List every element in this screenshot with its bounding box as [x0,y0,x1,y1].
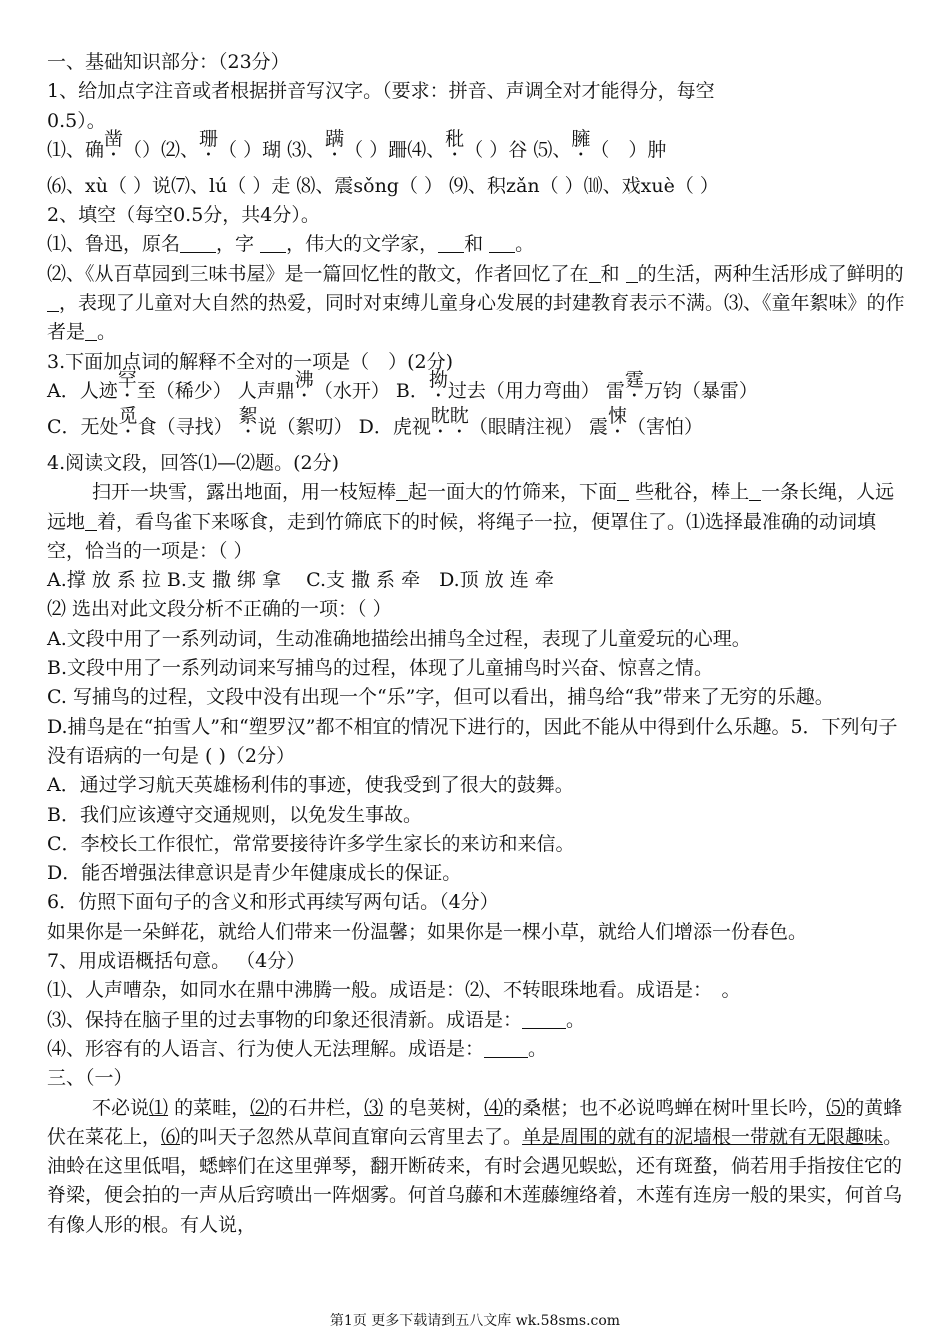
question-1-prompt: 1、给加点字注音或者根据拼音写汉字。（要求：拼音、声调全对才能得分，每空 [47,80,715,103]
question-4-2-option-b: B.文段中用了一系列动词来写捕鸟的过程，体现了儿童捕鸟时兴奋、惊喜之情。 [47,657,714,680]
question-5-option-c: C．李校长工作很忙，常常要接待许多学生家长的来访和来信。 [47,832,575,855]
question-3-prompt: 3.下面加点词的解释不全对的一项是（ ）(2分) [47,350,454,373]
section-heading: 一、基础知识部分：（23分） [47,51,290,73]
question-2-item-1: ⑴、鲁迅，原名 ，字 ，伟大的文学家， 和 。 [47,233,535,256]
question-1-items-b: ⑹、xù（ ）说⑺、lú（ ）走 ⑻、震sǒng（ ） ⑼、积zǎn（ ）⑽、戏xuè（ ） [47,174,719,197]
question-7-item-4: ⑷、形容有的人语言、行为使人无法理解。成语是： 。 [47,1037,548,1060]
section-three-heading: 三、（一） [47,1067,133,1090]
question-2-item-2: ⑵、《从百草园到三味书屋》是一篇回忆性的散文，作者回忆了在 和 的生活，两种生活形成了鲜明的，表现了儿童对大自然的热爱，同时对束缚儿童身心发展的封建教育表示不满。⑶、《童年絮味》的作者是 。 [47,262,905,344]
question-7-prompt: 7、用成语概括句意。 （4分） [47,950,306,973]
question-4-prompt: 4.阅读文段，回答⑴—⑵题。(2分) [47,451,340,474]
question-4-passage: 扫开一块雪，露出地面，用一枝短棒 起一面大的竹筛来，下面 些秕谷，棒上 一条长绳，人远远地 着，看鸟雀下来啄食，走到竹筛底下的时候，将绳子一拉，便罩住了。⑴选择最准确的动词填空，恰当的一项是：（ ） [47,481,895,562]
question-4-2-option-d: D.捕鸟是在“拍雪人”和“塑罗汉”都不相宜的情况下进行的，因此不能从中得到什么乐趣。5．下列句子没有语病的一句是 ( )（2分） [47,715,898,767]
question-5-option-d: D．能否增强法律意识是青少年健康成长的保证。 [47,862,462,885]
question-4-2-prompt: ⑵ 选出对此文段分析不正确的一项：（ ） [47,598,392,621]
question-6-example: 如果你是一朵鲜花，就给人们带来一份温馨；如果你是一棵小草，就给人们增添一份春色。 [47,920,808,943]
page-footer: 第1页 更多下载请到五八文库 wk.58sms.com [329,1313,621,1329]
question-1-items-a: ⑴、确凿（）⑵、珊（ ）瑚 ⑶、蹒（ ）跚⑷、秕（ ）谷 ⑸、臃（ ）肿 [47,127,667,161]
reading-passage: 不必说⑴ 的菜畦，⑵的石井栏，⑶ 的皂荚树，⑷的桑椹；也不必说鸣蝉在树叶里长吟，⑸的黄蜂伏在菜花上，⑹的叫天子忽然从草间直窜向云宵里去了。单是周围的就有的泥墙根一带就有无限趣味。油蛉在这里低唱，蟋蟀们在这里弹琴，翻开断砖来，有时会遇见蜈蚣，还有斑蝥，倘若用手指按住它的脊梁，便会拍的一声从后窍喷出一阵烟雾。何首乌藤和木莲藤缠络着，木莲有连房一般的果实，何首乌有像人形的根。有人说， [47,1096,903,1236]
question-6-prompt: 6．仿照下面句子的含义和形式再续写两句话。（4分） [47,891,499,914]
question-3-option-cd: C．无处觅食（寻找） 絮说（絮叨） D．虎视眈眈（眼睛注视） 震悚（害怕） [47,404,703,438]
question-7-item-12: ⑴、人声嘈杂，如同水在鼎中沸腾一般。成语是：⑵、不转眼珠地看。成语是： 。 [47,979,741,1002]
question-4-2-option-a: A.文段中用了一系列动词，生动准确地描绘出捕鸟全过程，表现了儿童爱玩的心理。 [47,627,751,650]
question-3-option-ab: A．人迹罕至（稀少） 人声鼎沸（水开） B．拗过去（用力弯曲） 雷霆万钧（暴雷） [47,368,758,402]
question-1-prompt-cont: 0.5）。 [47,109,106,132]
document-body [47,48,907,1240]
question-4-1-options: A.撑 放 系 拉 B.支 撒 绑 拿 C.支 撒 系 牵 D.顶 放 连 牵 [47,569,554,592]
question-5-option-a: A．通过学习航天英雄杨利伟的事迹，使我受到了很大的鼓舞。 [47,774,574,797]
question-2-prompt: 2、填空（每空0.5分，共4分）。 [47,204,320,227]
question-5-option-b: B．我们应该遵守交通规则，以免发生事故。 [47,803,422,826]
question-7-item-3: ⑶、保持在脑子里的过去事物的印象还很清新。成语是： 。 [47,1008,586,1031]
question-4-2-option-c: C. 写捕鸟的过程，文段中没有出现一个“乐”字，但可以看出，捕鸟给“我”带来了无穷的乐趣。 [47,686,834,709]
